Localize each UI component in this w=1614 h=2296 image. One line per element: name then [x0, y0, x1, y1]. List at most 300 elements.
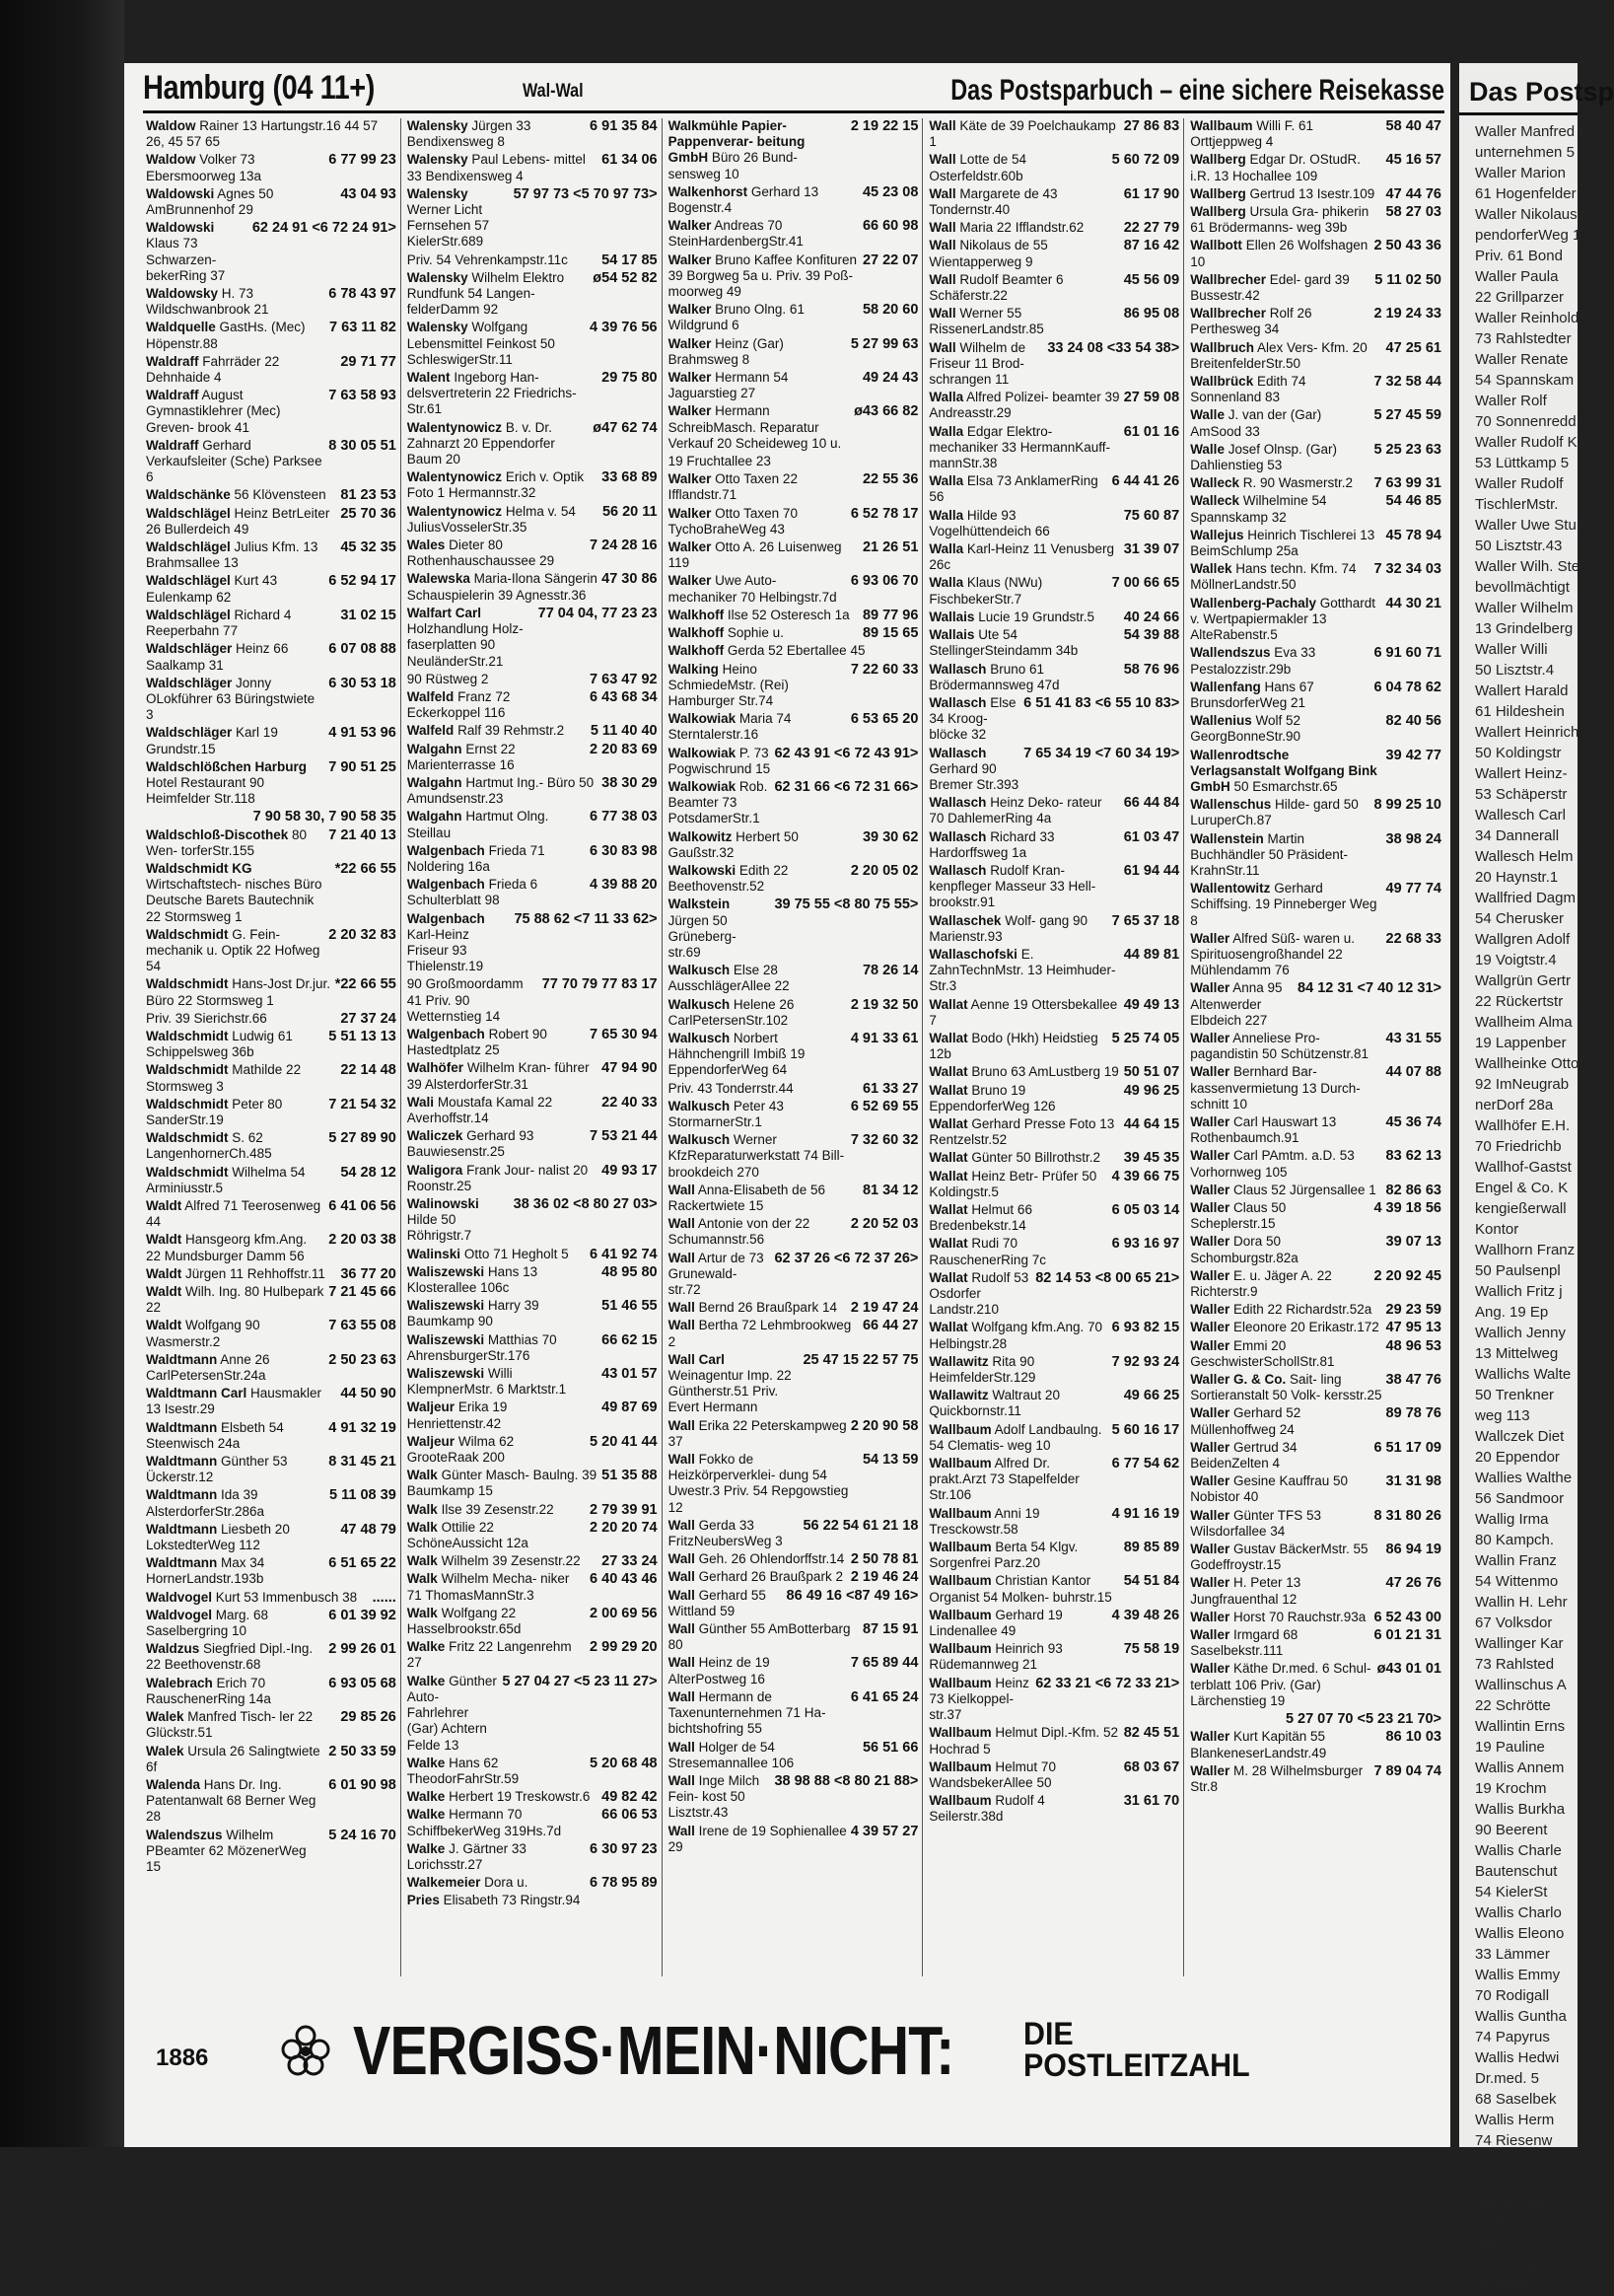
entry-details: Richard 33 Hardorffsweg 1a — [929, 828, 1055, 860]
entry-name: Wallbaum — [929, 1573, 992, 1589]
entry-name: Waldtmann — [146, 1454, 218, 1470]
directory-entry — [668, 1099, 919, 1130]
entry-phone: 6 53 65 20 — [850, 711, 919, 728]
entry-phone: 49 24 43 — [862, 370, 919, 387]
entry-details: Berta 54 Klgv. Sorgenfrei Parz.20 — [929, 1540, 1079, 1571]
entry-name: Wall — [929, 152, 956, 168]
entry-phone: 7 63 47 92 — [590, 671, 658, 687]
entry-text — [929, 1169, 1107, 1200]
directory-entry — [1190, 1508, 1441, 1540]
entry-details: Helmut Dipl.-Kfm. 52 Hochrad 5 — [929, 1725, 1118, 1757]
entry-phone: 6 30 83 98 — [590, 842, 658, 859]
entry-text — [146, 676, 324, 724]
entry-phone: 2 20 52 03 — [850, 1216, 919, 1233]
directory-entry — [407, 1196, 658, 1245]
entry-name: Waliszewski — [406, 1263, 485, 1279]
directory-entry — [668, 118, 919, 182]
entry-details: Moustafa Kamal 22 Averhoffstr.14 — [406, 1094, 553, 1125]
entry-phone: 38 98 88 <8 80 21 88> — [774, 1772, 919, 1789]
entry-text — [929, 1540, 1119, 1571]
entry-phone: 6 04 78 62 — [1373, 679, 1441, 695]
entry-details: Franz 72 Eckerkoppel 116 — [406, 688, 511, 721]
directory-entry — [668, 1183, 919, 1214]
entry-phone: 31 31 98 — [1385, 1473, 1441, 1490]
entry-details: Carl Hauswart 13 Rothenbaumch.91 — [1190, 1113, 1337, 1146]
directory-entry — [146, 1062, 396, 1094]
entry-name: Walkhoff — [667, 643, 725, 659]
entry-phone: 86 95 08 — [1123, 306, 1180, 323]
entry-phone: 62 43 91 <6 72 43 91> — [774, 745, 919, 761]
entry-name: Wallat — [929, 1115, 968, 1131]
entry-details: Heinz Deko- rateur 70 DahlemerRing 4a — [929, 795, 1102, 826]
directory-entry — [1190, 493, 1441, 525]
entry-text — [146, 539, 336, 571]
entry-phone: 66 62 15 — [601, 1331, 658, 1348]
entry-details: Rudolf 4 Seilerstr.38d — [929, 1793, 1045, 1825]
entry-details: Manfred Tisch- ler 22 Glückstr.51 — [146, 1709, 314, 1741]
entry-name: Waller G. & Co. — [1190, 1372, 1287, 1388]
entry-details: Sait- ling Sortieranstalt 50 Volk- kersstr.25 — [1190, 1372, 1382, 1403]
directory-entry — [146, 861, 396, 925]
entry-phone: 45 16 57 — [1385, 152, 1441, 169]
next-page-line: Wallis Herm — [1475, 2112, 1555, 2128]
entry-text — [929, 152, 1107, 183]
entry-phone: 39 45 35 — [1123, 1150, 1180, 1167]
next-page-line: 54 Cherusker — [1475, 910, 1565, 927]
next-page-line: 74 Riesenw — [1475, 2132, 1553, 2149]
entry-phone: 8 99 25 10 — [1373, 797, 1441, 814]
entry-phone: 25 70 36 — [340, 505, 396, 522]
entry-text — [146, 152, 324, 183]
entry-details: Wilhelm Mecha- niker 71 ThomasMannStr.3 — [406, 1571, 570, 1603]
entry-text — [668, 625, 859, 641]
entry-name: Wallbruch — [1190, 339, 1254, 355]
entry-text — [668, 1518, 800, 1549]
next-page-line: Wallhof-Gastst — [1475, 1159, 1572, 1176]
entry-details: Fahrräder 22 Dehnhaide 4 — [146, 353, 280, 386]
entry-name: Walke — [406, 1673, 446, 1688]
entry-name: Walking — [667, 661, 719, 677]
entry-phone: 6 43 68 34 — [590, 688, 658, 705]
entry-details: Hilde- gard 50 LuruperCh.87 — [1190, 797, 1359, 828]
directory-entry — [407, 843, 658, 875]
entry-text — [929, 424, 1119, 472]
entry-phone: 2 19 32 50 — [850, 996, 919, 1013]
entry-text — [1190, 528, 1381, 559]
entry-details: M. 28 Wilhelmsburger Str.8 — [1190, 1762, 1364, 1794]
entry-phone: 62 31 66 <6 72 31 66> — [774, 778, 919, 795]
entry-details: Ilse 52 Osteresch 1a — [727, 607, 850, 622]
entry-phone: 39 07 13 — [1385, 1234, 1441, 1251]
directory-entry — [1190, 204, 1441, 236]
entry-details: Gerhard 90 Bremer Str.393 — [929, 760, 1019, 792]
entry-phone: 6 30 97 23 — [590, 1840, 658, 1857]
directory-entry — [929, 118, 1179, 150]
entry-details: Heinz Betr- Prüfer 50 Koldingstr.5 — [929, 1168, 1097, 1199]
entry-details: Adolf Landbaulng. 54 Clematis- weg 10 — [929, 1421, 1102, 1453]
entry-phone: 2 79 39 91 — [590, 1501, 658, 1518]
entry-phone: 38 98 24 — [1385, 830, 1441, 847]
entry-details: Hermann SchreibMasch. Reparatur Verkauf 20 Scheideweg 10 u. — [667, 403, 842, 451]
entry-name: Walker — [667, 302, 712, 318]
entry-name: Wallenrodtsche Verlagsanstalt Wolfgang Bink GmbH — [1190, 747, 1377, 794]
entry-text — [1190, 1508, 1369, 1540]
entry-details: Bernhard Bar- kassenvermietung 13 Durch- schnitt 10 — [1190, 1064, 1361, 1112]
page-footer — [146, 1990, 1445, 2089]
entry-text — [146, 1420, 324, 1452]
entry-text — [1190, 442, 1369, 473]
directory-entry — [929, 795, 1179, 826]
entry-details: Heinz (Gar) Brahmsweg 8 — [667, 335, 784, 367]
entry-name: Walk — [406, 1605, 438, 1620]
entry-name: Walla — [929, 541, 964, 557]
directory-entry — [1190, 561, 1441, 593]
entry-text — [1190, 118, 1381, 150]
directory-entry — [668, 1518, 919, 1549]
directory-entry — [146, 354, 396, 386]
entry-phone: 66 44 84 — [1123, 795, 1180, 812]
next-page-line: 73 Rahlstedter — [1475, 330, 1572, 347]
entry-phone: 5 24 16 70 — [328, 1827, 396, 1843]
entry-name: Waller — [1190, 1267, 1230, 1283]
next-page-line: Wallintin Erns — [1475, 1718, 1566, 1735]
directory-entry — [668, 1551, 919, 1567]
next-page-line: Wallert Heinz- — [1475, 765, 1568, 782]
entry-text — [146, 1198, 324, 1230]
entry-name: Wales — [406, 538, 446, 553]
directory-entry — [407, 1366, 658, 1398]
directory-entry — [929, 1388, 1179, 1419]
entry-name: Walla — [929, 473, 964, 489]
entry-text — [1190, 1610, 1369, 1625]
next-page-line: Waller Wilh. Ste — [1475, 558, 1580, 575]
entry-text — [929, 1083, 1119, 1114]
entry-name: Wall — [929, 339, 956, 355]
entry-name: Wallbaum — [929, 1607, 992, 1622]
entry-phone: 2 20 92 45 — [1373, 1267, 1441, 1284]
next-page-line: Wallczek Diet — [1475, 1428, 1565, 1445]
entry-name: Waldt — [146, 1284, 182, 1300]
entry-details: Emmi 20 GeschwisterSchollStr.81 — [1190, 1337, 1335, 1369]
entry-text — [1190, 1661, 1372, 1709]
entry-details: Karl-Heinz 11 Venusberg 26c — [929, 541, 1115, 573]
directory-entry — [1190, 1610, 1441, 1625]
next-page-line: Waller Paula — [1475, 268, 1559, 285]
entry-name: Wallberg — [1190, 204, 1246, 220]
footer-slogan-postleitzahl: POSTLEITZAHL — [1023, 2047, 1250, 2083]
entry-details: Hermann 70 SchiffbekerWeg 319Hs.7d — [406, 1807, 562, 1838]
entry-details: Robert 90 Hastedtplatz 25 — [406, 1026, 547, 1058]
entry-text — [407, 1027, 586, 1058]
directory-entry — [1190, 1114, 1441, 1146]
entry-name: Wallbaum — [929, 1725, 992, 1741]
entry-name: Waldtmann — [146, 1555, 218, 1571]
entry-phone: 62 33 21 <6 72 33 21> — [1035, 1675, 1180, 1691]
directory-entry — [929, 1064, 1179, 1080]
entry-details: Richard 4 Reeperbahn 77 — [146, 607, 292, 639]
directory-entry — [146, 1266, 396, 1282]
entry-name: Pries — [406, 1893, 440, 1908]
entry-phone: 6 91 60 71 — [1373, 645, 1441, 662]
entry-name: Walgahn — [406, 774, 462, 790]
entry-phone: 61 33 27 — [862, 1080, 919, 1097]
entry-details: Gerhard 26 Braußpark 2 — [698, 1569, 843, 1585]
entry-text — [668, 1418, 847, 1450]
entry-phone: 29 75 80 — [601, 370, 658, 387]
entry-text — [668, 1352, 800, 1416]
directory-entry — [146, 1165, 396, 1196]
entry-phone: 39 30 62 — [862, 828, 919, 845]
entry-text — [929, 306, 1119, 337]
directory-entry — [929, 1270, 1179, 1319]
directory-entry — [668, 829, 919, 861]
entry-name: Wallat — [929, 1064, 968, 1080]
entry-name: Waldschlößchen Harburg — [146, 758, 308, 774]
entry-text — [1190, 1542, 1381, 1573]
entry-phone: 49 66 25 — [1123, 1388, 1180, 1404]
entry-text — [929, 997, 1119, 1029]
entry-details: Günter Masch- Baulng. 39 Baumkamp 15 — [406, 1468, 597, 1499]
directory-entry — [407, 723, 658, 739]
entry-text — [407, 1674, 499, 1754]
entry-details: Werner KfzReparaturwerkstatt 74 Bill- brookdeich 270 — [667, 1132, 845, 1180]
entry-text — [1190, 1575, 1381, 1607]
entry-text — [407, 1893, 654, 1908]
entry-text — [146, 1318, 324, 1349]
entry-name: Wall — [667, 1318, 695, 1333]
entry-phone: 22 68 33 — [1385, 930, 1441, 947]
entry-details: Hans-Jost Dr.jur. Büro 22 Stormsweg 1 — [146, 976, 331, 1008]
directory-entry — [146, 641, 396, 673]
next-page-line: Wallert Harald — [1475, 682, 1569, 699]
directory-entry — [668, 573, 919, 605]
entry-phone: 54 17 85 — [601, 251, 658, 268]
directory-entry — [1190, 1763, 1441, 1795]
next-page-line: Wallert Heinrich — [1475, 724, 1579, 741]
next-page-line: 53 Lüttkamp 5 — [1475, 455, 1570, 471]
entry-text — [929, 186, 1119, 218]
entry-details: Ralf 39 Rehmstr.2 — [457, 723, 565, 739]
entry-name: Walkusch — [667, 1132, 731, 1148]
next-page-line: Waller Rudolf — [1475, 475, 1564, 492]
entry-text — [1190, 1763, 1369, 1795]
entry-phone: 7 32 58 44 — [1373, 374, 1441, 391]
directory-entry — [929, 1641, 1179, 1673]
next-page-line: 13 Grindelberg — [1475, 620, 1574, 637]
entry-phone: 61 17 90 — [1123, 185, 1180, 202]
entry-details: Ursula 26 Salingtwiete 6f — [146, 1743, 320, 1774]
entry-text — [407, 320, 586, 368]
next-page-line: Waller Renate — [1475, 351, 1569, 368]
entry-text — [929, 1676, 1031, 1724]
entry-details: Peter 43 StormarnerStr.1 — [667, 1098, 784, 1129]
directory-entry — [407, 1247, 658, 1262]
next-page-line: pendorferWeg 1 — [1475, 227, 1581, 244]
entry-name: Wallenius — [1190, 713, 1252, 729]
entry-name: Wali — [406, 1094, 435, 1110]
entry-name: Wallbaum — [929, 1505, 992, 1521]
entry-details: Martin Buchhändler 50 Präsident- KrahnStr.11 — [1190, 830, 1349, 878]
entry-phone: 2 19 24 33 — [1373, 306, 1441, 323]
entry-details: Priv. 54 Vehrenkampstr.11c — [406, 251, 568, 267]
entry-name: Wallbrecher — [1190, 306, 1266, 322]
entry-details: Ursula Gra- phikerin 61 Brödermanns- weg 39b — [1190, 204, 1369, 236]
entry-phone: 6 78 43 97 — [328, 286, 396, 303]
directory-entry — [929, 541, 1179, 573]
entry-text — [929, 1064, 1119, 1080]
directory-entry — [668, 779, 919, 827]
next-page-line: Wallis Charle — [1475, 1842, 1562, 1859]
entry-name: Walkstein — [667, 897, 731, 912]
entry-details: Otto A. 26 Luisenweg 119 — [667, 539, 842, 571]
next-page-line: 70 Sonnenredd — [1475, 413, 1577, 430]
entry-text — [668, 1588, 783, 1619]
entry-text — [146, 1777, 324, 1826]
entry-details: Wilhelm PBeamter 62 MözenerWeg 15 — [146, 1827, 307, 1874]
entry-phone: 7 21 54 32 — [328, 1096, 396, 1112]
entry-phone: 2 50 33 59 — [328, 1743, 396, 1759]
directory-entry — [668, 1588, 919, 1619]
entry-details: Hans Dr. Ing. Patentanwalt 68 Berner Weg 28 — [146, 1776, 316, 1825]
entry-phone: 2 19 46 24 — [850, 1569, 919, 1586]
directory-entry — [407, 1264, 658, 1296]
entry-phone: 6 52 69 55 — [850, 1098, 919, 1114]
entry-details: Erika 22 Peterskampweg 37 — [667, 1417, 847, 1449]
entry-details: Maria-Ilona Sängerin Schauspielerin 39 Agnesstr.36 — [406, 571, 597, 603]
directory-entry — [668, 1824, 919, 1855]
entry-phone: 27 37 24 — [340, 1010, 396, 1027]
entry-name: Wall — [667, 1772, 695, 1788]
entry-text — [407, 1163, 597, 1194]
entry-text — [929, 1725, 1119, 1757]
entry-name: Waldraff — [146, 353, 199, 369]
entry-name: Waller — [1190, 1113, 1230, 1129]
entry-name: Waldschloß-Discothek — [146, 826, 289, 842]
entry-text — [407, 1366, 597, 1398]
entry-name: Waller — [1190, 1200, 1230, 1215]
entry-text — [146, 1590, 369, 1606]
entry-text — [1190, 1200, 1369, 1232]
entry-text — [1190, 561, 1369, 593]
entry-name: Wallenstein — [1190, 830, 1264, 846]
directory-entry — [929, 306, 1179, 337]
next-page-line: deich 100 — [1475, 2236, 1540, 2253]
entry-name: Waller — [1190, 1320, 1230, 1335]
entry-name: Walebrach — [146, 1675, 213, 1690]
entry-details: Günther 53 Ückerstr.12 — [146, 1454, 288, 1485]
entry-details: Wilh. Ing. 80 Hulbepark 22 — [146, 1284, 324, 1316]
entry-phone: 54 51 84 — [1123, 1573, 1180, 1590]
entry-details: Frieda 71 Noldering 16a — [406, 842, 545, 874]
entry-text — [929, 238, 1119, 269]
next-page-header: Das Postsp — [1459, 63, 1578, 115]
entry-text — [407, 689, 586, 721]
entry-name: Wallbrück — [1190, 374, 1254, 390]
entry-details: Hartmut Ing.- Büro 50 Amundsenstr.23 — [406, 774, 595, 807]
entry-phone: 48 96 53 — [1385, 1337, 1441, 1354]
entry-details: Bodo (Hkh) Heidstieg 12b — [929, 1030, 1098, 1062]
entry-phone: 4 91 16 19 — [1111, 1505, 1180, 1522]
entry-text — [668, 711, 847, 743]
entry-name: Waldtmann — [146, 1419, 218, 1435]
entry-text — [146, 388, 324, 436]
entry-name: Wall — [667, 1587, 695, 1603]
directory-entry — [1190, 528, 1441, 559]
entry-details: Antonie von der 22 Schumannstr.56 — [667, 1216, 810, 1248]
entry-name: Waller — [1190, 1182, 1230, 1197]
entry-name: Wall — [667, 1739, 695, 1755]
directory-entry — [929, 220, 1179, 236]
entry-text — [668, 1031, 847, 1079]
entry-name: Wallbaum — [929, 1793, 992, 1809]
directory-entry — [146, 1097, 396, 1128]
directory-entry — [407, 1502, 658, 1518]
entry-phone: 6 40 43 46 — [590, 1571, 658, 1588]
entry-text — [407, 420, 589, 468]
next-page-line: Wallis Guntha — [1475, 2008, 1567, 2025]
directory-entry — [929, 610, 1179, 625]
entry-phone: 66 60 98 — [862, 218, 919, 235]
entry-text — [668, 573, 847, 605]
entry-phone: 6 51 17 09 — [1373, 1439, 1441, 1456]
directory-entry — [929, 1759, 1179, 1791]
entry-name: Walgenbach — [406, 910, 485, 926]
directory-entry — [146, 152, 396, 183]
entry-phone: 2 20 05 02 — [850, 862, 919, 879]
entry-name: Wall — [667, 1688, 695, 1704]
entry-text — [929, 1236, 1107, 1267]
entry-text — [929, 1150, 1119, 1166]
entry-name: Walker — [667, 471, 712, 487]
entry-phone: 61 94 44 — [1123, 862, 1180, 879]
entry-name: Walhöfer — [406, 1060, 464, 1076]
entry-name: Walenda — [146, 1776, 201, 1792]
entry-phone: 2 19 22 15 — [850, 118, 919, 134]
entry-text — [146, 1284, 324, 1316]
directory-entry — [668, 711, 919, 743]
entry-name: Waldschlägel — [146, 505, 231, 521]
entry-name: Waller — [1190, 1542, 1230, 1557]
entry-details: Agnes 50 AmBrunnenhof 29 — [146, 185, 274, 218]
directory-entry — [407, 809, 658, 840]
entry-phone: 6 01 90 98 — [328, 1776, 396, 1793]
directory-entry — [146, 1608, 396, 1639]
entry-details: Helma v. 54 JuliusVosselerStr.35 — [406, 503, 576, 535]
entry-details: Volker 73 Ebersmoorweg 13a — [146, 152, 262, 183]
entry-text — [407, 1399, 597, 1431]
entry-details: Erich v. Optik Foto 1 Hermannstr.32 — [406, 469, 585, 501]
entry-text — [668, 336, 847, 368]
entry-details: Nikolaus de 55 Wientapperweg 9 — [929, 238, 1048, 269]
entry-name: Wall — [667, 1517, 695, 1533]
entry-text — [146, 861, 331, 925]
next-page-line: Wallis Emmy — [1475, 1967, 1561, 1983]
entry-name: Waldowski — [146, 185, 215, 201]
entry-name: Walkusch — [667, 1098, 731, 1113]
entry-details: Hilde 93 Vogelhüttendeich 66 — [929, 507, 1050, 538]
entry-details: Hermann 54 Jaguarstieg 27 — [667, 370, 789, 401]
entry-name: Walensky — [406, 118, 468, 133]
entry-phone: 61 03 47 — [1123, 828, 1180, 845]
entry-phone: 7 65 34 19 <7 60 34 19> — [1023, 745, 1180, 761]
next-page-line: 80 Kampch. — [1475, 1532, 1555, 1548]
entry-phone: 6 51 65 22 — [328, 1555, 396, 1572]
entry-phone: 51 46 55 — [601, 1298, 658, 1315]
entry-details: Gertrud 34 BeidenZelten 4 — [1190, 1439, 1298, 1471]
entry-name: Walendszus — [146, 1827, 223, 1842]
entry-details: 56 Klövensteen — [234, 487, 326, 503]
entry-details: E. u. Jäger A. 22 Richterstr.9 — [1190, 1267, 1332, 1300]
